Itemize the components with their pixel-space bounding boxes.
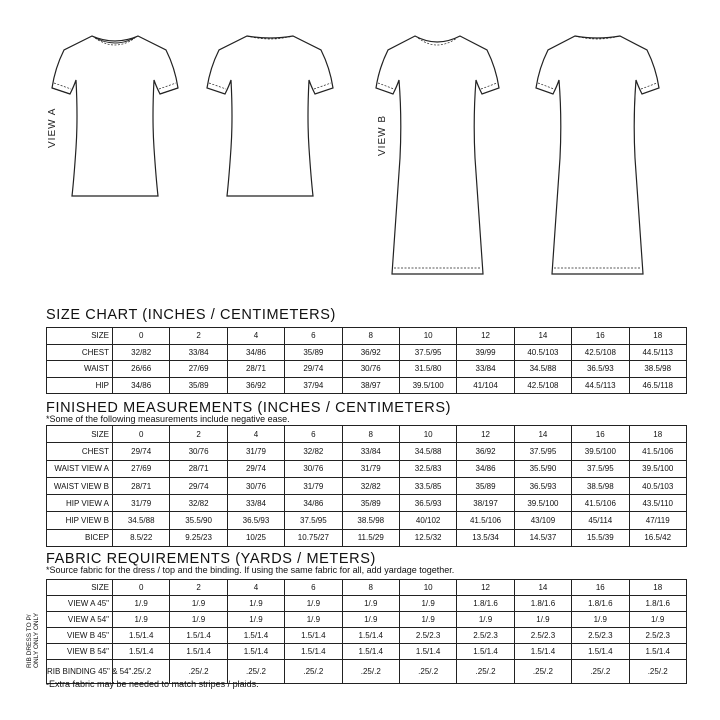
- table-cell: .25/.2: [514, 660, 571, 684]
- table-row: [47, 596, 687, 612]
- row-label-cell: VIEW A 45": [47, 596, 113, 612]
- table-cell: 1/.9: [170, 596, 227, 612]
- row-label-cell: WAIST: [47, 361, 113, 378]
- table-cell: 38.5/98: [629, 361, 686, 378]
- fabric-side-note-line-2: ONLY ONLY ONLY: [33, 612, 40, 668]
- table-row: [47, 477, 687, 494]
- finished-measurements-note: *Some of the following measurements include negative ease.: [46, 414, 290, 424]
- table-cell: 10.75/27: [285, 529, 342, 546]
- table-cell: 32/82: [285, 443, 342, 460]
- table-cell: 0: [113, 426, 170, 443]
- row-label-cell: HIP: [47, 377, 113, 394]
- table-cell: 37.5/95: [285, 512, 342, 529]
- table-row: [47, 443, 687, 460]
- table-cell: .25/.2: [457, 660, 514, 684]
- table-cell: 14: [514, 328, 571, 345]
- dress-back-illustration: [525, 28, 670, 278]
- table-cell: 10/25: [227, 529, 284, 546]
- finished-measurements-body: [47, 426, 687, 547]
- table-cell: 44.5/113: [572, 377, 629, 394]
- table-cell: 35/89: [342, 495, 399, 512]
- table-cell: 34.5/88: [514, 361, 571, 378]
- table-cell: 16: [572, 426, 629, 443]
- row-label-cell: CHEST: [47, 344, 113, 361]
- table-cell: 34.5/88: [113, 512, 170, 529]
- table-cell: 42.5/108: [514, 377, 571, 394]
- table-cell: 14: [514, 426, 571, 443]
- table-cell: 1/.9: [113, 612, 170, 628]
- table-cell: 33/84: [457, 361, 514, 378]
- table-cell: 29/74: [113, 443, 170, 460]
- table-cell: 1.8/1.6: [629, 596, 686, 612]
- table-cell: 4: [227, 328, 284, 345]
- view-a-label: VIEW A: [47, 107, 58, 148]
- table-cell: 42.5/108: [572, 344, 629, 361]
- table-cell: 36/92: [227, 377, 284, 394]
- table-cell: 1.5/1.4: [113, 628, 170, 644]
- table-cell: 1/.9: [342, 596, 399, 612]
- table-cell: 27/69: [113, 460, 170, 477]
- table-cell: 10: [399, 426, 456, 443]
- size-chart-body: [47, 328, 687, 394]
- table-cell: 12: [457, 328, 514, 345]
- table-cell: 31/79: [285, 477, 342, 494]
- table-cell: 36.5/93: [227, 512, 284, 529]
- table-cell: 29/74: [227, 460, 284, 477]
- table-cell: 6: [285, 580, 342, 596]
- view-b-label: VIEW B: [377, 114, 388, 156]
- table-cell: 4: [227, 426, 284, 443]
- row-label-cell: VIEW B 54": [47, 644, 113, 660]
- table-cell: 35/89: [457, 477, 514, 494]
- table-cell: 32.5/83: [399, 460, 456, 477]
- table-cell: 44.5/113: [629, 344, 686, 361]
- fabric-requirements-title: FABRIC REQUIREMENTS (YARDS / METERS): [46, 551, 376, 567]
- row-label-cell: BICEP: [47, 529, 113, 546]
- table-cell: 30/76: [285, 460, 342, 477]
- table-cell: 38.5/98: [342, 512, 399, 529]
- table-cell: 15.5/39: [572, 529, 629, 546]
- table-cell: .25/.2: [572, 660, 629, 684]
- table-cell: .25/.2: [399, 660, 456, 684]
- table-cell: .25/.2: [629, 660, 686, 684]
- table-cell: 1/.9: [285, 596, 342, 612]
- table-cell: 38/197: [457, 495, 514, 512]
- table-cell: 8.5/22: [113, 529, 170, 546]
- row-label-cell: VIEW B 45": [47, 628, 113, 644]
- table-cell: 1/.9: [285, 612, 342, 628]
- table-cell: 12.5/32: [399, 529, 456, 546]
- table-cell: 1.5/1.4: [514, 644, 571, 660]
- table-cell: 29/74: [170, 477, 227, 494]
- table-row: [47, 644, 687, 660]
- table-cell: 36.5/93: [399, 495, 456, 512]
- table-cell: 34.5/88: [399, 443, 456, 460]
- fabric-requirements-table: [46, 579, 687, 684]
- row-label-cell: SIZE: [47, 328, 113, 345]
- table-cell: 28/71: [113, 477, 170, 494]
- table-cell: 8: [342, 328, 399, 345]
- row-label-cell: HIP VIEW A: [47, 495, 113, 512]
- table-cell: 29/74: [285, 361, 342, 378]
- table-cell: 27/69: [170, 361, 227, 378]
- table-row: [47, 529, 687, 546]
- table-cell: 2: [170, 426, 227, 443]
- table-cell: 1.8/1.6: [514, 596, 571, 612]
- table-cell: 33/84: [342, 443, 399, 460]
- table-cell: 9.25/23: [170, 529, 227, 546]
- table-cell: 4: [227, 580, 284, 596]
- table-cell: 32/82: [113, 344, 170, 361]
- table-row: [47, 344, 687, 361]
- table-cell: 14: [514, 580, 571, 596]
- table-cell: 1/.9: [399, 596, 456, 612]
- table-cell: 11.5/29: [342, 529, 399, 546]
- table-cell: 1.5/1.4: [113, 644, 170, 660]
- tee-front-illustration: [40, 28, 190, 198]
- table-row: [47, 460, 687, 477]
- table-cell: 2: [170, 328, 227, 345]
- table-cell: 1.5/1.4: [399, 644, 456, 660]
- table-cell: 1/.9: [572, 612, 629, 628]
- table-cell: 41.5/106: [572, 495, 629, 512]
- fabric-side-note-line-1: RIB DRESS TO P/: [26, 614, 33, 668]
- table-cell: 1.8/1.6: [457, 596, 514, 612]
- table-cell: 39.5/100: [629, 460, 686, 477]
- table-cell: 31/79: [227, 443, 284, 460]
- fabric-requirements-body: [47, 580, 687, 684]
- table-cell: 45/114: [572, 512, 629, 529]
- fabric-side-note: [26, 613, 40, 668]
- tee-back-illustration: [195, 28, 345, 198]
- table-cell: 47/119: [629, 512, 686, 529]
- table-cell: 1/.9: [227, 596, 284, 612]
- table-cell: 1.5/1.4: [170, 644, 227, 660]
- table-cell: 46.5/118: [629, 377, 686, 394]
- table-cell: 34/86: [457, 460, 514, 477]
- table-cell: 28/71: [227, 361, 284, 378]
- table-row: [47, 361, 687, 378]
- table-cell: 1/.9: [629, 612, 686, 628]
- table-cell: 1.5/1.4: [285, 644, 342, 660]
- table-cell: 31.5/80: [399, 361, 456, 378]
- table-cell: 36/92: [457, 443, 514, 460]
- table-cell: 31/79: [113, 495, 170, 512]
- table-cell: 1/.9: [170, 612, 227, 628]
- table-cell: 32/82: [170, 495, 227, 512]
- table-cell: 1.5/1.4: [285, 628, 342, 644]
- table-cell: 8: [342, 426, 399, 443]
- table-cell: 36.5/93: [514, 477, 571, 494]
- table-cell: 6: [285, 426, 342, 443]
- table-row: [47, 495, 687, 512]
- table-cell: 39.5/100: [399, 377, 456, 394]
- table-cell: 1.5/1.4: [170, 628, 227, 644]
- table-cell: 36/92: [342, 344, 399, 361]
- table-cell: 43.5/110: [629, 495, 686, 512]
- table-cell: 0: [113, 328, 170, 345]
- table-cell: 30/76: [227, 477, 284, 494]
- fabric-requirements-note: *Source fabric for the dress / top and the binding. If using the same fabric for all, add yardage together.: [46, 565, 455, 575]
- table-cell: 1.5/1.4: [572, 644, 629, 660]
- table-cell: 33.5/85: [399, 477, 456, 494]
- header-row: [47, 426, 687, 443]
- table-cell: 43/109: [514, 512, 571, 529]
- table-cell: 28/71: [170, 460, 227, 477]
- table-cell: 18: [629, 426, 686, 443]
- table-cell: 1.5/1.4: [227, 644, 284, 660]
- table-cell: 16.5/42: [629, 529, 686, 546]
- table-cell: 37.5/95: [572, 460, 629, 477]
- table-cell: 41.5/106: [457, 512, 514, 529]
- table-cell: 39/99: [457, 344, 514, 361]
- row-label-cell: WAIST VIEW A: [47, 460, 113, 477]
- fabric-footnote: -Extra fabric may be needed to match stripes / plaids.: [46, 679, 259, 689]
- table-cell: 30/76: [170, 443, 227, 460]
- table-row: [47, 612, 687, 628]
- table-cell: 35.5/90: [514, 460, 571, 477]
- table-cell: .25/.2: [170, 660, 227, 684]
- row-label-cell: HIP VIEW B: [47, 512, 113, 529]
- table-cell: 41.5/106: [629, 443, 686, 460]
- table-cell: 10: [399, 580, 456, 596]
- table-cell: .25/.2: [342, 660, 399, 684]
- table-cell: 2.5/2.3: [514, 628, 571, 644]
- table-cell: 2.5/2.3: [629, 628, 686, 644]
- table-cell: 34/86: [113, 377, 170, 394]
- table-cell: 1/.9: [457, 612, 514, 628]
- table-cell: .25/.2: [285, 660, 342, 684]
- table-cell: 37.5/95: [399, 344, 456, 361]
- table-cell: 36.5/93: [572, 361, 629, 378]
- table-cell: 39.5/100: [514, 495, 571, 512]
- finished-measurements-title: FINISHED MEASUREMENTS (INCHES / CENTIMETERS): [46, 400, 452, 416]
- table-cell: 41/104: [457, 377, 514, 394]
- table-cell: 16: [572, 328, 629, 345]
- table-cell: 40.5/103: [514, 344, 571, 361]
- finished-measurements-table: [46, 425, 687, 547]
- row-label-cell: SIZE: [47, 426, 113, 443]
- table-cell: 1/.9: [227, 612, 284, 628]
- table-cell: 1.5/1.4: [457, 644, 514, 660]
- table-cell: 37/94: [285, 377, 342, 394]
- header-row: [47, 328, 687, 345]
- table-cell: 35.5/90: [170, 512, 227, 529]
- table-cell: 2.5/2.3: [572, 628, 629, 644]
- table-cell: 33/84: [227, 495, 284, 512]
- table-cell: 6: [285, 328, 342, 345]
- table-cell: 26/66: [113, 361, 170, 378]
- row-label-cell: WAIST VIEW B: [47, 477, 113, 494]
- table-cell: 37.5/95: [514, 443, 571, 460]
- table-cell: 38.5/98: [572, 477, 629, 494]
- header-row: [47, 580, 687, 596]
- row-label-cell: RIB BINDING 45" & 54": [47, 660, 113, 684]
- table-cell: 1.5/1.4: [342, 628, 399, 644]
- table-cell: 10: [399, 328, 456, 345]
- table-cell: 33/84: [170, 344, 227, 361]
- table-cell: 39.5/100: [572, 443, 629, 460]
- table-cell: 16: [572, 580, 629, 596]
- row-label-cell: SIZE: [47, 580, 113, 596]
- table-cell: 35/89: [170, 377, 227, 394]
- table-cell: 8: [342, 580, 399, 596]
- table-cell: 2: [170, 580, 227, 596]
- table-cell: 1.5/1.4: [629, 644, 686, 660]
- table-cell: 34/86: [227, 344, 284, 361]
- table-cell: 0: [113, 580, 170, 596]
- table-cell: 1.8/1.6: [572, 596, 629, 612]
- table-cell: 30/76: [342, 361, 399, 378]
- table-cell: .25/.2: [227, 660, 284, 684]
- table-cell: 32/82: [342, 477, 399, 494]
- table-row: [47, 512, 687, 529]
- table-cell: 18: [629, 328, 686, 345]
- table-cell: 1/.9: [399, 612, 456, 628]
- size-chart-title: SIZE CHART (INCHES / CENTIMETERS): [46, 307, 336, 323]
- row-label-cell: CHEST: [47, 443, 113, 460]
- table-row: [47, 377, 687, 394]
- table-cell: 40.5/103: [629, 477, 686, 494]
- table-cell: 13.5/34: [457, 529, 514, 546]
- table-cell: .25/.2: [113, 660, 170, 684]
- table-cell: 14.5/37: [514, 529, 571, 546]
- size-chart-table: [46, 327, 687, 394]
- table-cell: 1/.9: [514, 612, 571, 628]
- table-cell: 40/102: [399, 512, 456, 529]
- table-cell: 12: [457, 580, 514, 596]
- table-cell: 2.5/2.3: [457, 628, 514, 644]
- table-cell: 38/97: [342, 377, 399, 394]
- table-cell: 34/86: [285, 495, 342, 512]
- table-cell: 12: [457, 426, 514, 443]
- table-cell: 1.5/1.4: [342, 644, 399, 660]
- table-cell: 31/79: [342, 460, 399, 477]
- table-row: [47, 628, 687, 644]
- row-label-cell: VIEW A 54": [47, 612, 113, 628]
- table-cell: 2.5/2.3: [399, 628, 456, 644]
- table-cell: 1.5/1.4: [227, 628, 284, 644]
- table-cell: 1/.9: [342, 612, 399, 628]
- table-cell: 1/.9: [113, 596, 170, 612]
- table-cell: 18: [629, 580, 686, 596]
- table-cell: 35/89: [285, 344, 342, 361]
